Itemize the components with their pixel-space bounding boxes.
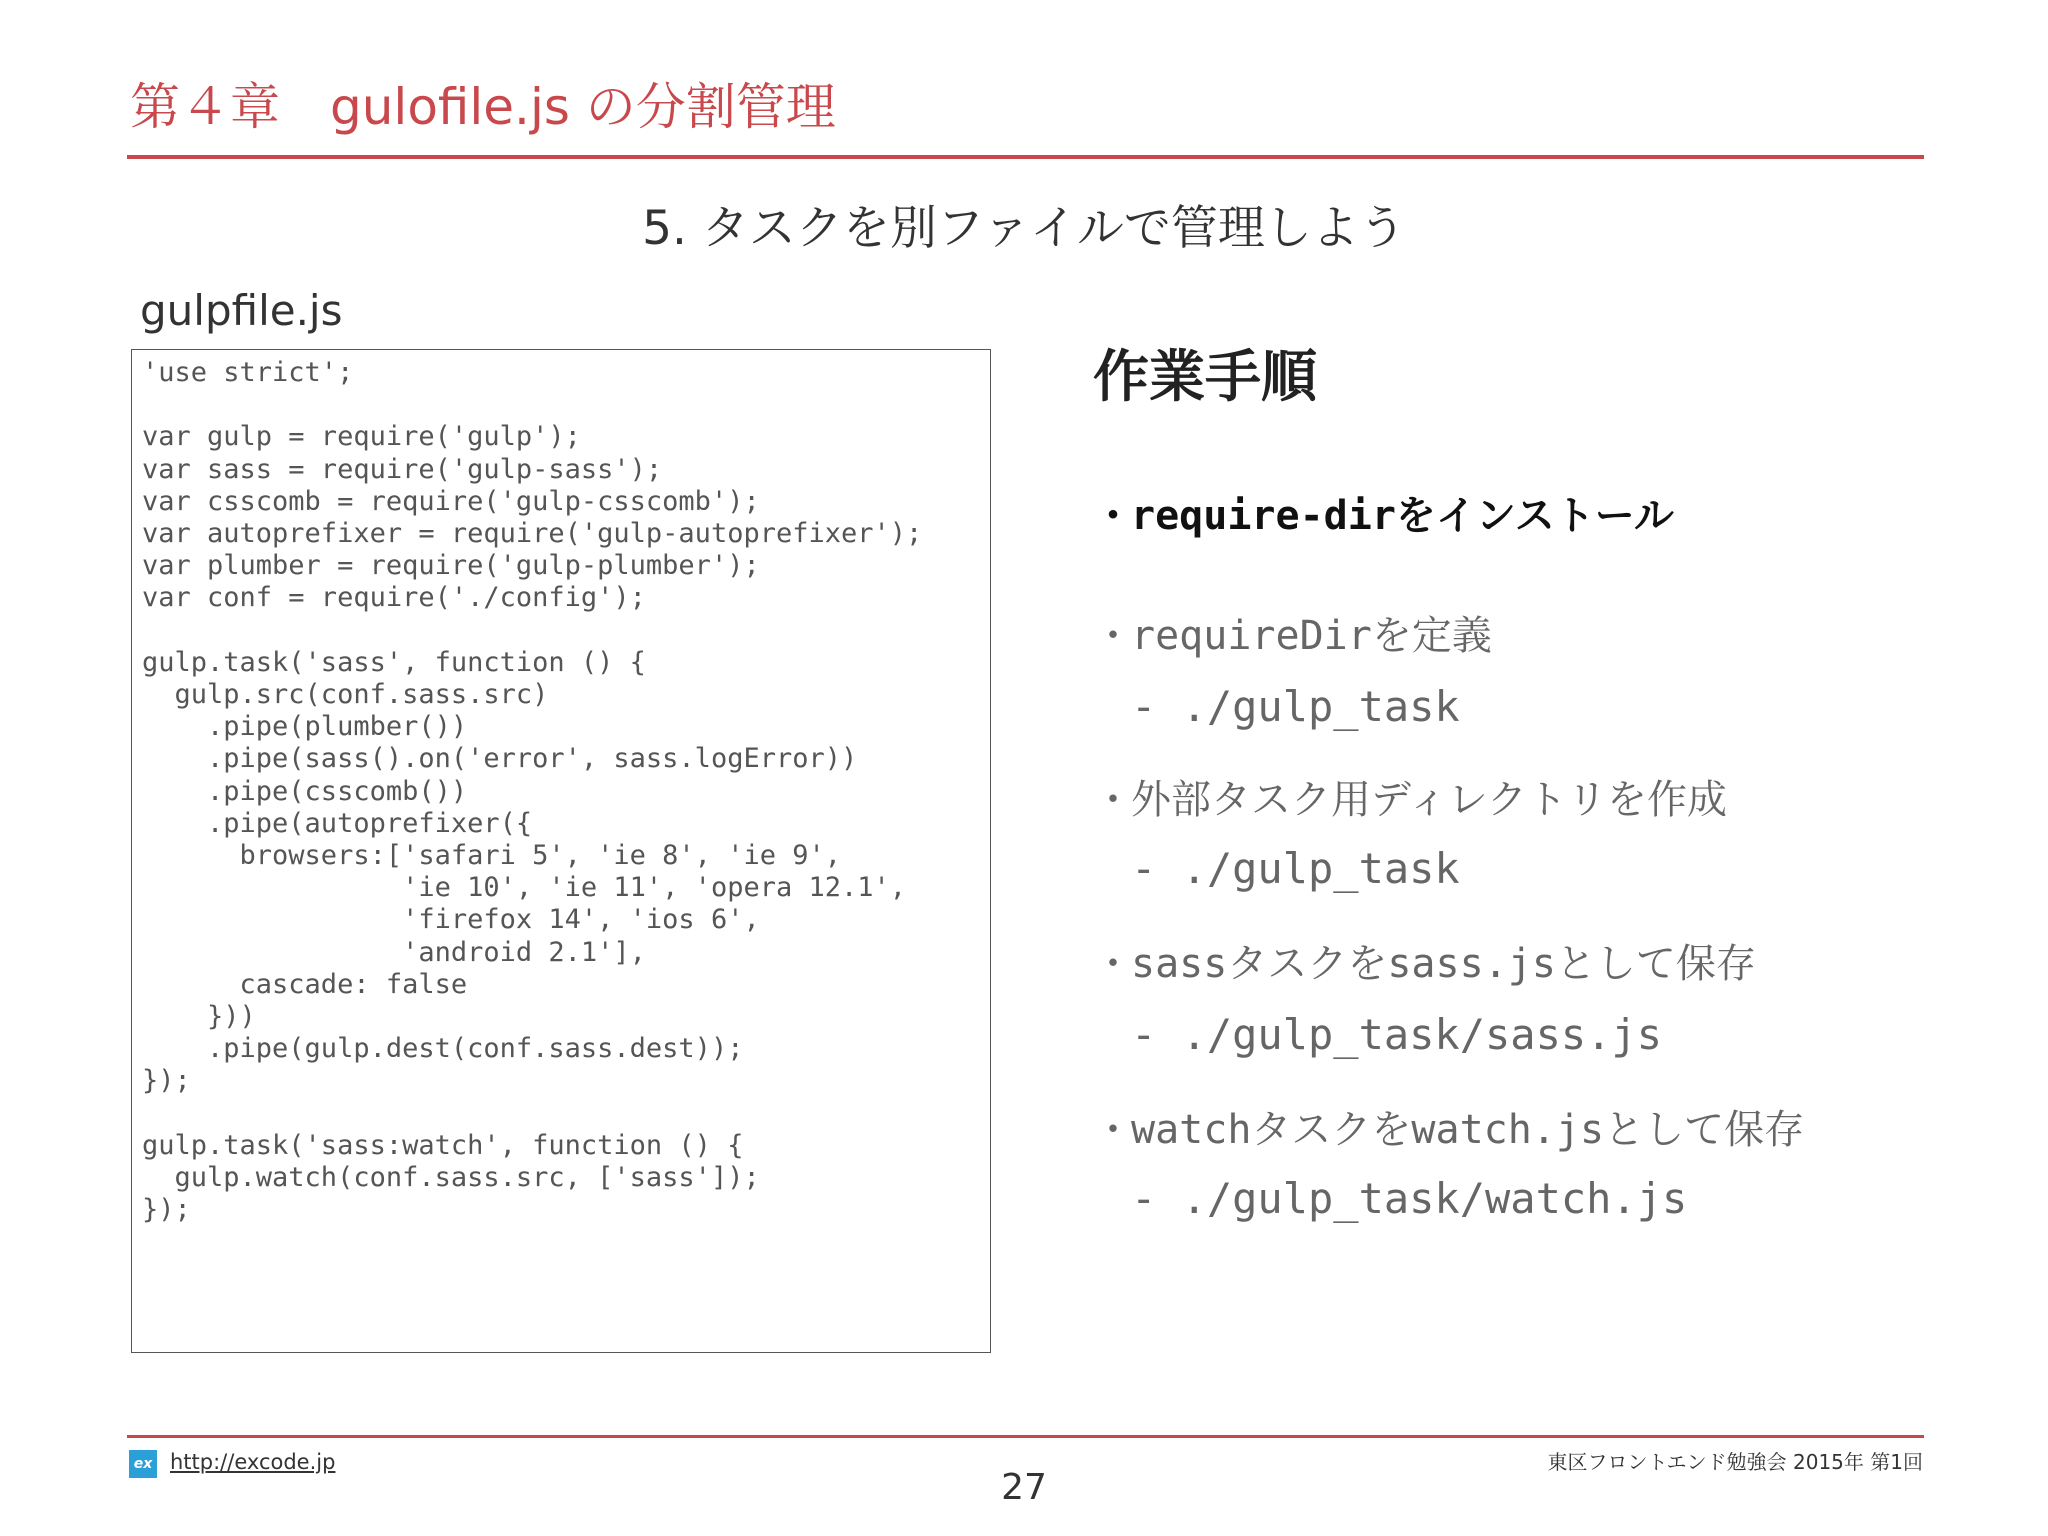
step-main-line bbox=[1093, 941, 1756, 987]
excode-logo-icon: ex bbox=[129, 1450, 157, 1478]
step-main-line bbox=[1093, 493, 1674, 539]
bullet: ・ bbox=[1093, 777, 1133, 823]
code-listing: 'use strict'; var gulp = require('gulp'); var sass = require('gulp-sass'); var csscomb = require('gulp-csscomb'); var autoprefixer = require('gulp-autoprefixer'); var plumber = require('gulp-plumber'); var conf = require('./config'); gulp.task('sass', function () { gulp.src(conf.sass.src) .pipe(plumber()) .pipe(sass().on('error', sass.logError)) .pipe(csscomb()) .pipe(autoprefixer({ browsers:['safari 5', 'ie 8', 'ie 9', 'ie 10', 'ie 11', 'opera 12.1', 'firefox 14', 'ios 6', 'android 2.1'], cascade: false })) .pipe(gulp.dest(conf.sass.dest)); }); gulp.task('sass:watch', function () { gulp.watch(conf.sass.src, ['sass']); }); bbox=[142, 357, 923, 1226]
bullet: ・ bbox=[1093, 493, 1133, 539]
step-code-file: watch.js bbox=[1411, 1107, 1605, 1153]
step-save-watch-task-sub bbox=[1093, 1174, 1688, 1223]
step-define-require-dir-sub bbox=[1093, 682, 1460, 731]
slide-title: 5. タスクを別ファイルで管理しよう bbox=[642, 201, 1406, 256]
chapter-title: 第４章 gulofile.js の分割管理 bbox=[130, 78, 836, 136]
footer-url-link[interactable]: http://excode.jp bbox=[170, 1450, 336, 1474]
step-text: をインストール bbox=[1395, 493, 1674, 539]
step-text-end: として保存 bbox=[1555, 941, 1756, 987]
page-number: 27 bbox=[1001, 1467, 1047, 1508]
step-text: を定義 bbox=[1371, 613, 1492, 659]
header-rule bbox=[127, 155, 1924, 159]
step-text-end: として保存 bbox=[1604, 1107, 1805, 1153]
step-install-require-dir bbox=[1093, 493, 1674, 539]
step-sub: - ./gulp_task/sass.js bbox=[1131, 1010, 1663, 1059]
code-box bbox=[131, 349, 991, 1353]
step-main-line bbox=[1093, 613, 1492, 659]
step-main-line bbox=[1093, 777, 1727, 823]
step-define-require-dir bbox=[1093, 613, 1492, 659]
step-sub: - ./gulp_task/watch.js bbox=[1131, 1174, 1688, 1223]
step-text: タスクを bbox=[1227, 941, 1388, 987]
step-text: 外部タスク用ディレクトリを作成 bbox=[1131, 777, 1727, 823]
bullet: ・ bbox=[1093, 941, 1133, 987]
footer-rule bbox=[127, 1435, 1924, 1438]
step-sub: - ./gulp_task bbox=[1131, 682, 1460, 731]
step-sub: - ./gulp_task bbox=[1131, 844, 1460, 893]
step-code: requireDir bbox=[1131, 613, 1372, 659]
step-main-line bbox=[1093, 1107, 1805, 1153]
bullet: ・ bbox=[1093, 613, 1133, 659]
event-name: 東区フロントエンド勉強会 2015年 第1回 bbox=[1547, 1450, 1923, 1474]
step-create-directory bbox=[1093, 777, 1727, 823]
step-code: sass bbox=[1131, 941, 1228, 987]
step-save-sass-task-sub bbox=[1093, 1010, 1663, 1059]
step-code: require-dir bbox=[1131, 493, 1396, 539]
step-save-watch-task bbox=[1093, 1107, 1805, 1153]
steps-heading: 作業手順 bbox=[1093, 345, 1317, 410]
step-create-directory-sub bbox=[1093, 844, 1460, 893]
bullet: ・ bbox=[1093, 1107, 1133, 1153]
step-code-file: sass.js bbox=[1387, 941, 1556, 987]
step-save-sass-task bbox=[1093, 941, 1756, 987]
step-text: タスクを bbox=[1251, 1107, 1412, 1153]
step-code: watch bbox=[1131, 1107, 1252, 1153]
code-caption: gulpfile.js bbox=[140, 286, 343, 335]
